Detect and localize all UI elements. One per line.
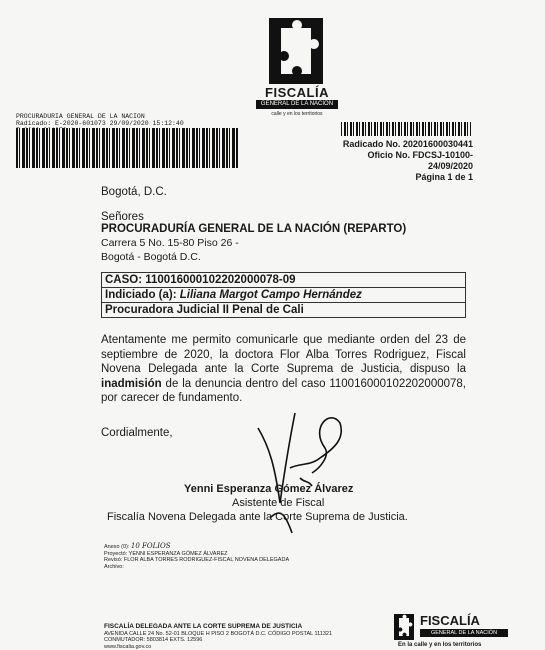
footer-web: www.fiscalia.gov.co <box>104 643 152 650</box>
procuradora: Procuradora Judicial II Penal de Cali <box>105 304 304 316</box>
footer-address: AVENIDA CALLE 24 No. 52-01 BLOQUE H PISO 2 BOGOTÁ D.C. CÓDIGO POSTAL 111321 <box>104 630 333 637</box>
recipient: PROCURADURÍA GENERAL DE LA NACIÓN (REPARTO) <box>101 223 407 235</box>
closing: Cordialmente, <box>101 427 173 439</box>
footer-phone: CONMUTADOR: 5803814 EXTS. 12596 <box>104 637 203 643</box>
footer-logo-mark <box>394 614 414 640</box>
address-line-1: Carrera 5 No. 15-80 Piso 26 - <box>101 237 239 249</box>
fiscalia-logo-mark <box>269 18 323 84</box>
footer-logo-title: FISCALÍA <box>420 613 480 628</box>
archivo-line: Archivo: <box>104 563 124 570</box>
radicado-info <box>343 139 473 183</box>
radicado-line-2: Radicado: E-2020-601073 29/09/2020 15:12:40 <box>16 120 184 127</box>
salutation: Señores <box>101 211 144 223</box>
footer-office: FISCALÍA DELEGADA ANTE LA CORTE SUPREMA DE JUSTICIA <box>104 623 303 630</box>
puzzle-icon <box>269 18 323 84</box>
annex-handwritten: 10 FOLIOS <box>130 542 171 550</box>
paragraph-part-1: Atentamente me permito comunicarle que mediante orden del 23 de septiembre de 2020, la doctora Flor Alba Torres Rodriguez, Fiscal Novena Delegada ante la Corte Suprema de Justicia, dispuso la <box>101 334 466 375</box>
proyecto-line: Proyectó: YENNI ESPERANZA GÓMEZ ÁLVAREZ <box>104 550 228 557</box>
signer-name: Yenni Esperanza Gómez Álvarez <box>184 483 354 495</box>
case-box <box>101 272 466 318</box>
footer-contact <box>104 624 332 650</box>
paragraph-part-2: de la denuncia dentro del caso 110016000102202000078, por carecer de fundamento. <box>101 377 466 404</box>
logo-band: GENERAL DE LA NACIÓN <box>256 100 338 109</box>
address-line-2: Bogotá - Bogotá D.C. <box>101 251 201 263</box>
signer-office: Fiscalía Novena Delegada ante la Corte Suprema de Justicia. <box>107 511 408 523</box>
radicado-number: Radicado No. 20201600030441 <box>342 139 473 149</box>
barcode-right <box>341 122 471 136</box>
oficio-number: Oficio No. FDCSJ-10100- <box>367 150 473 160</box>
annex-label: Anexo (0): <box>104 544 130 550</box>
indiciado-name: Liliana Margot Campo Hernández <box>179 289 362 301</box>
case-number: CASO: 110016000102202000078-09 <box>102 273 465 288</box>
indiciado-row <box>102 288 465 303</box>
city: Bogotá, D.C. <box>101 186 167 198</box>
indiciado-label: Indiciado (a): <box>105 289 177 301</box>
radicado-line-1: PROCURADURIA GENERAL DE LA NACION <box>16 113 145 120</box>
footer-tagline: En la calle y en los territorios <box>398 642 482 648</box>
reviso-line: Revisó: FLOR ALBA TORRES RODRIGUEZ-FISCAL NOVENA DELEGADA <box>104 557 290 563</box>
page-count: Página 1 de 1 <box>415 172 473 182</box>
logo-title: FISCALÍA <box>265 85 329 100</box>
annex-line <box>104 543 289 551</box>
logo-tagline: calle y en los territorios <box>271 111 323 117</box>
footer-puzzle-icon <box>394 614 414 640</box>
signer-role: Asistente de Fiscal <box>232 497 325 509</box>
body-paragraph <box>101 333 466 406</box>
footer-logo-band: GENERAL DE LA NACIÓN <box>420 629 508 637</box>
annex-block <box>104 543 289 570</box>
document-date: 24/09/2020 <box>427 161 473 171</box>
barcode-left <box>16 128 238 168</box>
paragraph-bold: inadmisión <box>101 377 162 390</box>
